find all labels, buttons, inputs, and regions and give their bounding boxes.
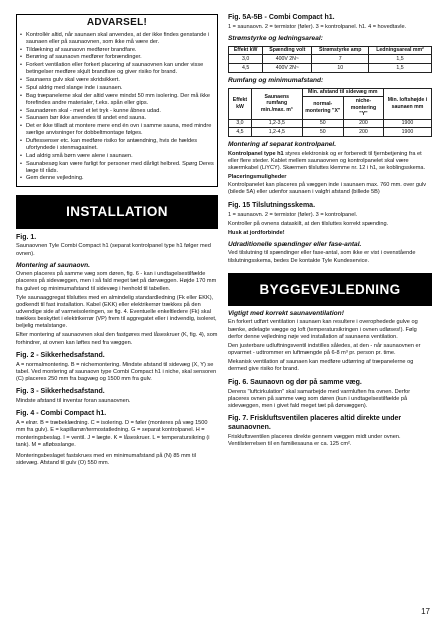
right-column: [228, 14, 432, 450]
table-cell: 4,5: [229, 64, 263, 73]
ventilation-p1: En forkert udført ventilation i saunaen kan resultere i overophedede gulve og bænke, ødelagte vægge og loft (temperatursikringen i ovnen udløses!). Følg derfor denne vejledning nøje ved installation af saunaens ventilation.: [228, 319, 418, 340]
table-cell: 1900: [383, 128, 431, 137]
fig2-text: A = normalmontering. B = nichemontering. Mindste afstand til sidevæg (X, Y) se tabel. Ved montering af saunaovn type Combi Compact h1 i niche, skal sensoren (C) placeres 250 mm fra bagvæg og 1500 mm fra gulv.: [16, 361, 217, 383]
warning-list: [20, 32, 214, 183]
panel-type-label: Kontrolpanel type h1: [228, 150, 284, 157]
ventilation-p2: Den justerbare udluftningsventil indstilles således, at den - når saunaovnen er opvarmet - udtrommer en luftmængde på 6-8 m³ pr. person pr. time.: [228, 342, 421, 357]
fig6-title: Fig. 6. Saunaovn og dør på samme væg.: [228, 378, 362, 386]
warning-item: • Berøring af saunaovn medfører forbrændinger.: [20, 54, 214, 61]
montering-p3: Efter montering af saunaovnen skal den fastgøres med låseskruer (K, fig. 4), som forhindrer, at ovnen kan løftes ned fra væggen.: [16, 332, 218, 346]
byggevejledning-banner: BYGGEVEJLEDNING: [228, 273, 432, 306]
table-cell: 1,2-4,5: [251, 128, 302, 137]
volume-table: [228, 88, 432, 138]
page-number: 17: [421, 606, 430, 616]
fig1-title: Fig. 1.: [16, 233, 37, 241]
warning-item: • Forkert ventilation eller forkert placering af saunaovnen kan under visse betingelser medføre skjult brandfare og giver risiko for brand.: [20, 62, 214, 76]
current-table-row: [229, 64, 432, 73]
installation-banner: INSTALLATION: [16, 195, 218, 228]
warning-item: • Kontrollér altid, når saunaen skal anvendes, at der ikke findes genstande i saunaen eller på saunaovnen, som ikke må være der.: [20, 32, 214, 46]
t1-header: Effekt kW: [229, 46, 263, 55]
current-table: [228, 46, 432, 74]
t2-header-rumfang: Saunaens rumfang min./max. m³: [251, 88, 302, 119]
warning-item: • Saunabesøg kan være farligt for personer med dårligt helbred. Spørg Deres læge til råds.: [20, 161, 214, 175]
t2-header-niche: niche-montering "Y": [343, 97, 383, 119]
warning-box: [16, 14, 218, 187]
left-column: [16, 14, 218, 469]
table-cell: 1,5: [369, 64, 432, 73]
fig4-text: A = elrør. B = træbeklædning. C = isolering. D = føler (monteres på væg 1500 mm fra gulv). E = kapillarrør/termostatledning. G = separat kontrolpanel. H = monteringsbeslag. I = ventil. J = lægte. K = låseskruer. L = temperatursikring (i tank). M = afløbsslange.: [16, 420, 210, 448]
voltage-text: Ved tilslutning til spændinger eller fase-antal, som ikke er vist i ovenstående tilslutningsskema, bedes De kontakte Tyle Kundeservice.: [228, 250, 416, 264]
table2-title: Rumfang og minimumafstand:: [228, 77, 324, 85]
voltage-title: Udraditionelle spændinger eller fase-antal.: [228, 241, 362, 248]
montering-title: Montering af saunaovn.: [16, 261, 91, 269]
warning-item: • Saunaen bør ikke anvendes til andet end sauna.: [20, 115, 214, 122]
warning-item: • Det er ikke tilladt at montere mere end én ovn i samme sauna, med mindre særlige anvisninger for dobbeltmontage følges.: [20, 123, 214, 137]
fig15-text: 1 = saunaovn. 2 = termistor (føler). 3 = kontrolpanel.: [228, 211, 358, 218]
warning-item: • Duftessenser etc. kan medføre risiko for antændning, hvis de hældes ufortyndede i stenmagasinet.: [20, 138, 214, 152]
montering-p2: Tyle saunaaggregat tilsluttes med en almindelig standardledning (Fk eller EKK), godkendt til fast installation. Kabel (EKK) eller elektrikerrør trækkes på den udvendige side af varmeisoleringen, se fig. 4. Eventuelle enkeltledere (Fk) skal trækkes beskyttet i elektrikerrør (VP) frem til aggregatet eller i indvendig, isoleret, beljelig metalstange.: [16, 294, 217, 330]
table-cell: 3,0: [229, 55, 263, 64]
table-cell: 3,0: [229, 119, 252, 128]
t2-header-afstand: Min. afstand til sidevæg mm: [302, 88, 383, 97]
warning-item: • Lad aldrig små børn være alene i saunaen.: [20, 153, 214, 160]
t2-header-loft: Min. loftshøjde i saunaen mm: [383, 88, 431, 119]
warning-item: • Saunaens gulv skal være skridsikkert.: [20, 77, 214, 84]
fig1-text: Saunaovnen Tyle Combi Compact h1 (separat kontrolpanel type h1 følger med ovnen).: [16, 243, 211, 257]
table-cell: 400V 2N~: [263, 64, 312, 73]
t1-header: Ledningsareal mm²: [369, 46, 432, 55]
fig3-title: Fig. 3 - Sikkerhedsafstand.: [16, 388, 105, 396]
warning-item: • Gem denne vejledning.: [20, 175, 214, 182]
table-cell: 7: [312, 55, 369, 64]
placement-text: Kontrolpanelet kan placeres på væggen inde i saunaen max. 760 mm. over gulv (bilede 5A) eller udenfor saunaen i valgfri afstand (billede 5B): [228, 182, 427, 196]
ventilation-title: Vigtigt med korrekt saunaventilation!: [228, 310, 344, 318]
fig4-title: Fig. 4 - Combi Compact h1.: [16, 410, 107, 418]
fig5-text: 1 = saunaovn. 2 = termistor (føler). 3 = kontrolpanel. h1. 4 = hovedtavle.: [228, 23, 407, 30]
table-cell: 200: [343, 119, 383, 128]
table1-title: Strømstyrke og ledningsareal:: [228, 35, 323, 43]
fig15-p2: Kontroller på ovnens dataskilt, at den tilsluttes korrekt spænding.: [228, 220, 389, 227]
warning-item: • Saunadøren skal - med et let tryk - kunne åbnes udad.: [20, 108, 214, 115]
current-table-row: [229, 55, 432, 64]
table-cell: 1,2-3,5: [251, 119, 302, 128]
fig3-text: Mindste afstand til inventar foran saunaovnen.: [16, 398, 131, 405]
fig15-ground: Husk at jordforbinde!: [228, 229, 285, 236]
placement-title: Placeringsmuligheder: [228, 174, 287, 181]
table-cell: 10: [312, 64, 369, 73]
fig15-title: Fig. 15 Tilslutningsskema.: [228, 201, 316, 209]
table-cell: 200: [343, 128, 383, 137]
separate-panel-title: Montering af separat kontrolpanel.: [228, 141, 337, 149]
fig4-p2: Monteringsbeslaget fastskrues med en minimumafstand på (N) 85 mm til sidevæg. Afstand til gulv (O) 550 mm.: [16, 452, 197, 467]
fig7-title: Fig. 7. Friskluftsventilen placeres altid direkte under saunaovnen.: [228, 414, 402, 431]
fig7-text: Friskluftsventilen placeres direkte gennem væggen midt under ovnen. Ventilsterrelsen til en familiesauna er ca. 125 cm².: [228, 433, 401, 448]
panel-type-desc: styres elektronisk og er forberedt til fjernbetjening fra et eller flere steder. Kablet mellem saunaovnen og kontrolpanelet skal være skærmkabel (LiYCY). Skærmen tilsluttes klemme nr. 12 i h1, se koblingsskema.: [228, 150, 426, 171]
ventilation-p3: Mekanisk ventilation af saunaen kan medføre udtørring af træpanelerne og dermed give risiko for brand.: [228, 359, 414, 373]
fig2-title: Fig. 2 - Sikkerhedsafstand.: [16, 351, 105, 359]
t2-header-normal: normal-montering "X": [302, 97, 343, 119]
table-cell: 50: [302, 128, 343, 137]
warning-title: ADVARSEL!: [86, 17, 148, 28]
t1-header: Strømstyrke amp: [312, 46, 369, 55]
t2-header-effekt: Effekt kW: [229, 88, 252, 119]
fig6-text: Derens "luftcirkulation" skal samarbejde med varmluften fra ovnen. Derfor placeres ovnen på samme væg som døren (kun i undtagelsestilfælde på sidevæggen, men i givet fald meget tæt på dørvæggen).: [228, 388, 411, 409]
table-cell: 50: [302, 119, 343, 128]
warning-item: • Tildækning af saunaovn medfører brandfare.: [20, 47, 214, 54]
volume-table-row: [229, 119, 432, 128]
table-cell: 400V 2N~: [263, 55, 312, 64]
table-cell: 1900: [383, 119, 431, 128]
separate-panel-text: [228, 151, 432, 172]
montering-p1: Ovnen placeres på samme væg som døren, fig. 6 - kan i undtagelsestilfælde placeres på sidevæggen, men i så fald meget tæt på dørvæggen. Højde 170 mm fra gulvet og minimumafstand til sidevæg i henhold til tabellen.: [16, 271, 217, 292]
fig5-title: Fig. 5A-5B - Combi Compact h1.: [228, 14, 335, 21]
table-cell: 4,5: [229, 128, 252, 137]
warning-item: • Spul aldrig med slange inde i saunaen.: [20, 85, 214, 92]
t1-header: Spænding volt: [263, 46, 312, 55]
table-cell: 1,5: [369, 55, 432, 64]
warning-item: • Bag træpanelerne skal der altid være mindst 50 mm isolering. Der må ikke forefindes andre materialer, f.eks. spån eller gips.: [20, 93, 214, 107]
volume-table-row: [229, 128, 432, 137]
